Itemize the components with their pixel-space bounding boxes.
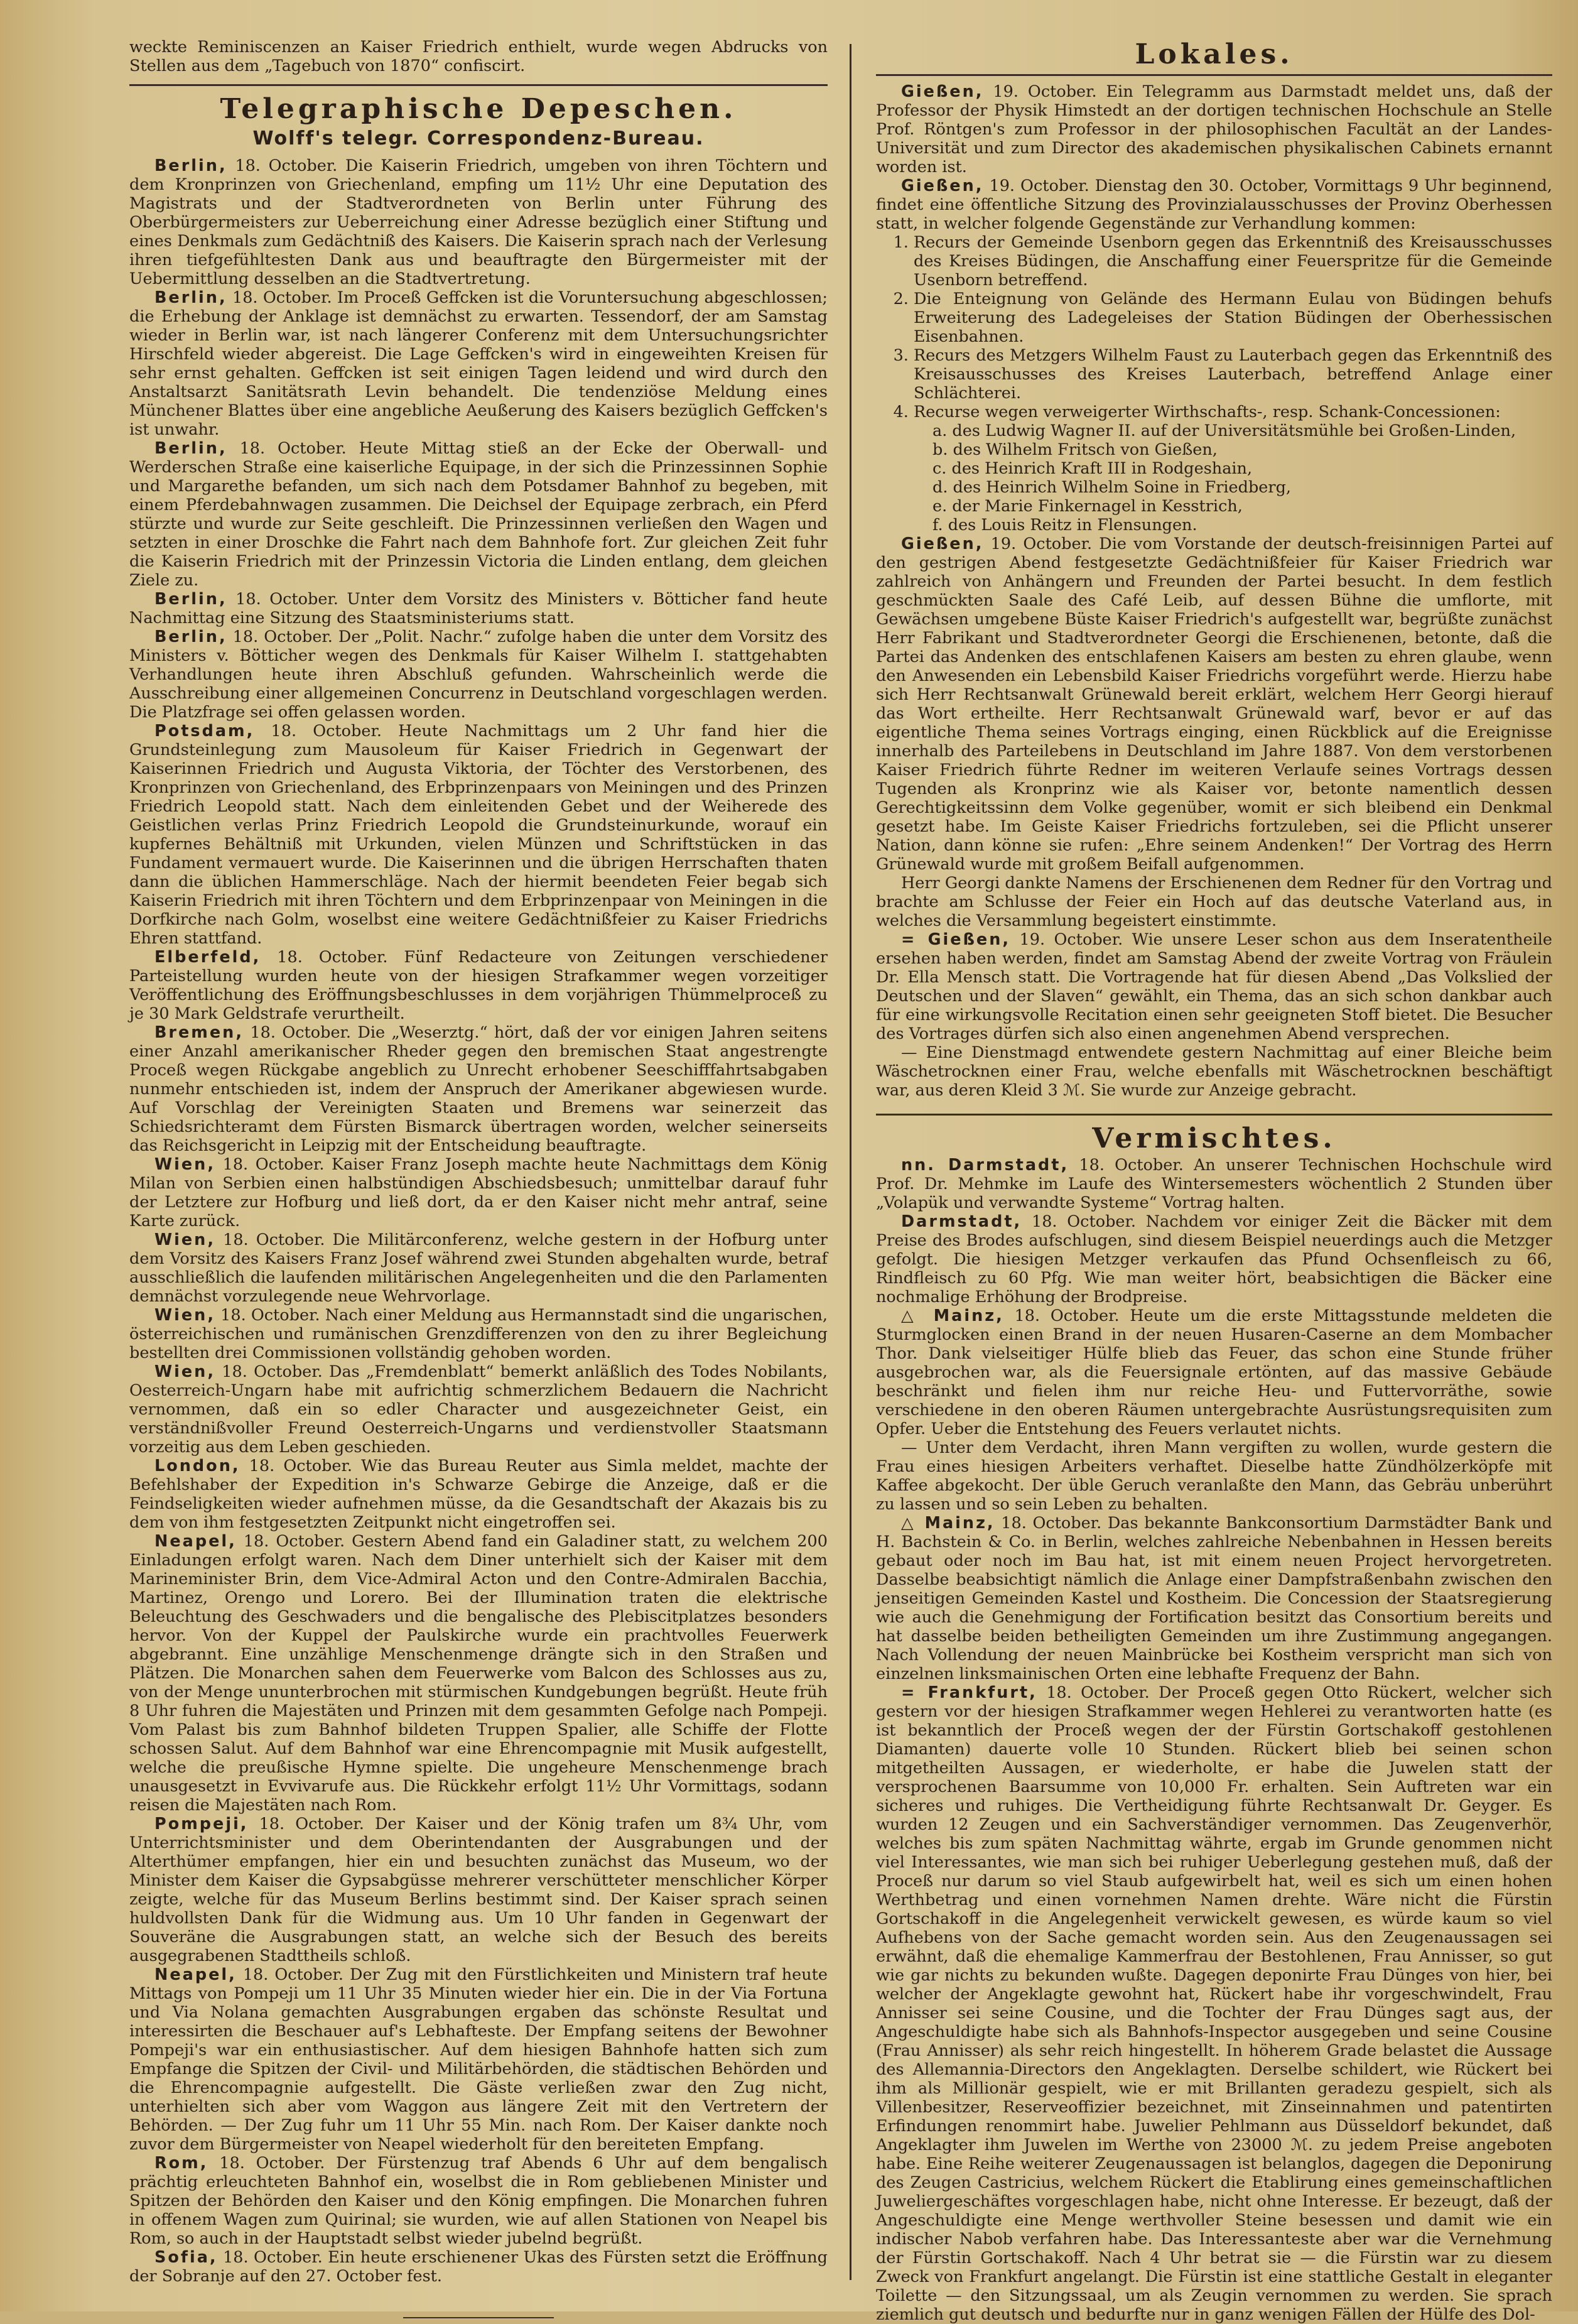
article-paragraph: [876, 1438, 1552, 1514]
article-text: 18. October. Kaiser Franz Joseph machte heute Nachmittags dem König Milan von Serbien einen halbstündigen Abschiedsbesuch; unmittelbar darauf fuhr der Letztere zur Hofburg und ließ dort, da er den Kaiser nicht mehr antraf, seine Karte zurück.: [129, 1155, 828, 1230]
dateline-place: Berlin,: [154, 288, 227, 307]
article-paragraph: [129, 288, 828, 439]
column-divider: [850, 44, 851, 2280]
article-paragraph: [876, 1043, 1552, 1100]
article-text: 18. October. Der Fürstenzug traf Abends 6 Uhr auf dem bengalisch prächtig erleuchteten Bahnhof ein, woselbst die in Rom gebliebenen Minister und Spitzen der Behörden den Kaiser und den König empfingen. Die Monarchen fuhren in offenem Wagen zum Quirinal; sie wurden, wie auf allen Stationen von Neapel bis Rom, so auch in der Hauptstadt selbst wieder jubelnd begrüßt.: [129, 2154, 828, 2248]
dateline-place: Gießen,: [901, 535, 984, 553]
agenda-sub-list: [876, 421, 1552, 535]
article-text: 18. October. Die „Weserztg.“ hört, daß der vor einigen Jahren seitens einer Anzahl amerikanischer Rheder gegen den bremischen Staat angestrengte Proceß wegen Rückgabe angeblich zu Unrecht erhobener Seeschifffahrtsabgaben nunmehr entschieden ist, indem der Anspruch der Amerikaner abgewiesen wurde. Auf Vorschlag der Vereinigten Staaten und Bremens war seinerzeit das Schiedsrichteramt dem Fürsten Bismarck übertragen worden, welcher seinerseits das Reichsgericht in Leipzig mit der Entscheidung beauftragte.: [129, 1023, 828, 1155]
article-paragraph: [876, 1156, 1552, 1212]
article-paragraph: [129, 590, 828, 627]
vermischtes-list: [876, 1156, 1552, 2324]
article-text: 18. October. Gestern Abend fand ein Galadiner statt, zu welchem 200 Einladungen erfolgt waren. Nach dem Diner unterhielt sich der Kaiser mit dem Marineminister Brin, dem Vice-Admiral Acton und den Contre-Admiralen Bacchia, Martinez, Orengo und Lorero. Bei der Illumination traten die elektrische Beleuchtung des Geschwaders und die bengalische des Plebiscitplatzes besonders hervor. Von der Kuppel der Paulskirche wurde ein prachtvolles Feuerwerk abgebrannt. Eine unzählige Menschenmenge drängte sich in den Straßen und Plätzen. Die Monarchen sahen dem Feuerwerke vom Balcon des Schlosses aus zu, von der Menge ununterbrochen mit stürmischen Kundgebungen begrüßt. Heute früh 8 Uhr fuhren die Majestäten und Prinzen mit dem gesammten Gefolge nach Pompeji. Vom Palast bis zum Bahnhof bildeten Truppen Spalier, alle Schiffe der Flotte schossen Salut. Auf dem Bahnhof war eine Ehrencompagnie mit Musik aufgestellt, welche die preußische Hymne spielte. Die ungeheure Menschenmenge brach unausgesetzt in Evvivarufe aus. Die Rückkehr erfolgt 11½ Uhr Vormittags, sodann reisen die Majestäten nach Rom.: [129, 1532, 828, 1815]
article-text: 18. October. Der „Polit. Nachr.“ zufolge haben die unter dem Vorsitz des Ministers v. Bötticher wegen des Denkmals für Kaiser Wilhelm I. stattgehabten Verhandlungen heute ihren Abschluß gefunden. Wahrscheinlich werde die Ausschreibung einer allgemeinen Concurrenz in Deutschland vorgeschlagen werden. Die Platzfrage sei offen gelassen worden.: [129, 627, 828, 722]
lokales-list: [876, 82, 1552, 233]
article-paragraph: [876, 176, 1552, 233]
dateline-place: Wien,: [154, 1306, 216, 1325]
section-subtitle-bureau: Wolff's telegr. Correspondenz-Bureau.: [252, 128, 705, 149]
dateline-place: Berlin,: [154, 439, 227, 458]
dateline-place: Wien,: [154, 1155, 216, 1174]
article-text: 18. October. Die Militärconferenz, welche gestern in der Hofburg unter dem Vorsitz des Kaisers Franz Josef während zwei Stunden abgehalten wurde, betraf ausschließlich die laufenden militärischen Angelegenheiten und die den Parlamenten demnächst vorzulegende neue Wehrvorlage.: [129, 1230, 828, 1306]
article-text: 18. October. Der Zug mit den Fürstlichkeiten und Ministern traf heute Mittags von Pompeji um 11 Uhr 35 Minuten wieder hier ein. Die in der Via Fortuna und Via Nolana gemachten Ausgrabungen ergaben das schönste Resultat und interessirten die Beschauer auf's Lebhafteste. Der Empfang seitens der Bewohner Pompeji's war ein enthusiastischer. Auf dem hiesigen Bahnhofe hatten sich zum Empfange die Spitzen der Civil- und Militärbehörden, die städtischen Behörden und die Ehrencompagnie aufgestellt. Die Gäste verließen zwar den Zug nicht, unterhielten sich aber vom Waggon aus längere Zeit mit den Vertretern der Behörden. — Der Zug fuhr um 11 Uhr 55 Min. nach Rom. Der Kaiser dankte noch zuvor dem Bürgermeister von Neapel wiederholt für den bereiteten Empfang.: [129, 1965, 828, 2154]
dateline-place: = Gießen,: [901, 930, 1011, 949]
article-text: 19. October. Ein Telegramm aus Darmstadt meldet uns, daß der Professor der Physik Himstedt an der dortigen technischen Hochschule an Stelle Prof. Röntgen's zum Professor in der philosophischen Facultät an der Landes-Universität und zum Director des akademischen physikalischen Cabinets ernannt worden ist.: [876, 82, 1552, 176]
article-text: 19. October. Wie unsere Leser schon aus dem Inseratentheile ersehen haben werden, findet am Samstag Abend der zweite Vortrag von Fräulein Dr. Ella Mensch statt. Die Vortragende hat für diesen Abend „Das Volkslied der Deutschen und der Slaven“ gewählt, ein Thema, das an sich schon dankbar auch für eine wirkungsvolle Recitation einen sehr geeigneten Stoff bietet. Die Besucher des Vortrages dürfen sich also einen angenehmen Abend versprechen.: [876, 930, 1553, 1043]
article-paragraph: [876, 82, 1552, 176]
dateline-place: Bremen,: [154, 1023, 244, 1042]
article-text: 18. October. Heute Nachmittags um 2 Uhr fand hier die Grundsteinlegung zum Mausoleum für Kaiser Friedrich in Gegenwart der Kaiserinnen Friedrich und Augusta Viktoria, der Töchter des Verstorbenen, des Kronprinzen von Griechenland, des Erbprinzenpaars von Meiningen und des Prinzen Friedrich Leopold statt. Nach dem einleitenden Gebet und der Weiherede des Geistlichen verlas Prinz Friedrich Leopold die Grundsteinurkunde, worauf ein kupfernes Behältniß mit Urkunden, vielen Münzen und Schriftstücken in das Fundament vermauert wurde. Die Kaiserinnen und die übrigen Herrschaften thaten dann die üblichen Hammerschläge. Nach der hiermit beendeten Feier begab sich Kaiserin Friedrich mit ihren Töchtern und dem Erbprinzenpaar von Meiningen in die Dorfkirche nach Golm, woselbst eine weitere Gedächtnißfeier zu Kaiser Friedrichs Ehren stattfand.: [129, 722, 828, 948]
dateline-place: Neapel,: [154, 1532, 237, 1551]
dateline-place: Sofia,: [154, 2248, 218, 2267]
agenda-item: 4. Recurse wegen verweigerter Wirthschafts-, resp. Schank-Concessionen:: [914, 403, 1552, 421]
agenda-sub-item: a. des Ludwig Wagner II. auf der Universitätsmühle bei Großen-Linden,: [932, 421, 1516, 440]
article-text: 18. October. Nachdem vor einiger Zeit die Bäcker mit dem Preise des Brodes aufschlugen, sind diesem Beispiel neuerdings auch die Metzger gefolgt. Die hiesigen Metzger verkaufen das Pfund Ochsenfleisch zu 66, Rindfleisch zu 60 Pfg. Wie man weiter hört, beabsichtigen die Bäcker eine nochmalige Erhöhung der Brodpreise.: [876, 1212, 1552, 1306]
article-text: 18. October. Heute um die erste Mittagsstunde meldeten die Sturmglocken einen Brand in der neuen Husaren-Caserne an dem Mombacher Thor. Dank vielseitiger Hülfe blieb das Feuer, das schon eine Stunde früher ausgebrochen war, als die Feuersignale ertönten, auf das massive Gebäude beschränkt und fielen ihm nur reiche Heu- und Futtervorräthe, sowie verschiedene in den oberen Räumen untergebrachte Ausrüstungsrequisiten zum Opfer. Ueber die Entstehung des Feuers verlautet nichts.: [876, 1306, 1553, 1438]
lokales-list-2: [876, 535, 1552, 1100]
article-text: 18. October. Im Proceß Geffcken ist die Voruntersuchung abgeschlossen; die Erhebung der Anklage ist demnächst zu erwarten. Tessendorf, der am Samstag wieder in Berlin war, ist nach längerer Conferenz mit dem Untersuchungsrichter Hirschfeld wieder abgereist. Die Lage Geffcken's wird in eingeweihten Kreisen für sehr ernst gehalten. Geffcken ist seit einigen Tagen leidend und wird durch den Anstaltsarzt Sanitätsrath Levin behandelt. Die tendenziöse Meldung eines Münchener Blattes über eine angebliche Aeußerung des Kaisers bezüglich Geffcken's ist unwahr.: [129, 288, 828, 439]
dateline-place: Pompeji,: [154, 1815, 249, 1833]
left-column: [129, 38, 828, 2318]
article-paragraph: [129, 2248, 828, 2286]
section-title-lokales: Lokales.: [1135, 38, 1294, 70]
dateline-place: Berlin,: [154, 156, 227, 175]
article-text: 18. October. Das bekannte Bankconsortium Darmstädter Bank und H. Bachstein & Co. in Berlin, welches zahlreiche Nebenbahnen in Hessen bereits gebaut oder noch im Bau hat, ist mit einem neuen Project hervorgetreten. Dasselbe beabsichtigt nämlich die Anlage einer Dampfstraßenbahn zwischen den jenseitigen Gemeinden Kastel und Kostheim. Die Concession der Staatsregierung wie auch die Genehmigung der Fortification besitzt das Consortium bereits und hat dasselbe beiden betheiligten Gemeinden um ihre Zustimmung angegangen. Nach Vollendung der neuen Mainbrücke bei Kostheim verspricht man sich von einzelnen linksmainischen Orten eine lebhafte Frequenz der Bahn.: [876, 1514, 1552, 1683]
article-text: Herr Georgi dankte Namens der Erschienenen dem Redner für den Vortrag und brachte am Schlusse der Feier ein Hoch auf das deutsche Vaterland aus, in welches die Versammlung begeistert einstimmte.: [876, 874, 1552, 930]
article-paragraph: [129, 948, 828, 1023]
article-paragraph: [129, 1457, 828, 1532]
section-title-telegraphs: Telegraphische Depeschen.: [220, 93, 737, 125]
article-text: 18. October. Ein heute erschienener Ukas des Fürsten setzt die Eröffnung der Sobranje auf den 27. October fest.: [129, 2248, 828, 2286]
article-paragraph: [129, 1532, 828, 1815]
article-paragraph: [876, 535, 1552, 874]
article-text: 18. October. Wie das Bureau Reuter aus Simla meldet, machte der Befehlshaber der Expedition in's Schwarze Gebirge die Anzeige, daß er die Feindseligkeiten wieder aufnehmen müsse, da die Gesandtschaft der Akazais bis zu dem von ihm festgesetzten Zeitpunkt nicht eingetroffen sei.: [129, 1457, 828, 1532]
article-text: 18. October. Nach einer Meldung aus Hermannstadt sind die ungarischen, österreichischen und rumänischen Grenzdifferenzen von den zu ihrer Begleichung bestellten drei Commissionen vollständig gehoben worden.: [129, 1306, 828, 1362]
article-paragraph: [129, 1362, 828, 1457]
right-column: [876, 38, 1552, 2324]
section-title-vermischtes: Vermischtes.: [1092, 1122, 1336, 1154]
end-rule: [403, 2317, 554, 2318]
dateline-place: △ Mainz,: [901, 1514, 995, 1533]
dateline-place: nn. Darmstadt,: [901, 1156, 1069, 1175]
section-divider: [876, 1114, 1552, 1116]
dateline-place: Berlin,: [154, 627, 227, 646]
agenda-sub-item: c. des Heinrich Kraft III in Rodgeshain,: [932, 459, 1253, 478]
dispatch-list: [129, 156, 828, 2286]
article-text: — Eine Dienstmagd entwendete gestern Nachmittag auf einer Bleiche beim Wäschetrocknen einer Frau, welche ebenfalls mit Wäschetrocknen beschäftigt war, aus deren Kleid 3 ℳ. Sie wurde zur Anzeige gebracht.: [876, 1043, 1552, 1100]
agenda-item: 2. Die Enteignung von Gelände des Hermann Eulau von Büdingen behufs Erweiterung des Ladegeleises der Station Büdingen der Oberhessischen Eisenbahnen.: [914, 290, 1552, 346]
article-text: 18. October. Die Kaiserin Friedrich, umgeben von ihren Töchtern und dem Kronprinzen von Griechenland, empfing um 11½ Uhr eine Deputation des Magistrats und der Stadtverordneten von Berlin unter Führung des Oberbürgermeisters zur Ueberreichung einer Adresse bezüglich einer Stiftung und eines Denkmals zum Gedächtniß des Kaisers. Die Kaiserin sprach nach der Verlesung ihren tiefgefühltesten Dank aus und beauftragte den Bürgermeister mit der Uebermittlung desselben an die Stadtvertretung.: [129, 156, 828, 288]
section-divider: [876, 74, 1552, 76]
dateline-place: △ Mainz,: [901, 1306, 1004, 1325]
article-text: 18. October. Unter dem Vorsitz des Ministers v. Bötticher fand heute Nachmittag eine Sitzung des Staatsministeriums statt.: [129, 590, 828, 627]
dateline-place: = Frankfurt,: [901, 1683, 1037, 1702]
article-paragraph: [129, 2154, 828, 2248]
agenda-list: [876, 233, 1552, 421]
article-paragraph: [129, 1230, 828, 1306]
article-text: 19. October. Dienstag den 30. October, Vormittags 9 Uhr beginnend, findet eine öffentliche Sitzung des Provinzialausschusses der Provinz Oberhessen statt, in welcher folgende Gegenstände zur Verhandlung kommen:: [876, 176, 1552, 233]
article-paragraph: [129, 722, 828, 948]
article-paragraph: [129, 1023, 828, 1155]
article-text: 18. October. Fünf Redacteure von Zeitungen verschiedener Parteistellung wurden heute von der hiesigen Strafkammer wegen vorzeitiger Veröffentlichung des Eröffnungsbeschlusses in dem vorjährigen Thümmelproceß zu je 30 Mark Geldstrafe verurtheilt.: [129, 948, 828, 1023]
dateline-place: Elberfeld,: [154, 948, 261, 967]
dateline-place: London,: [154, 1457, 240, 1475]
article-text: — Unter dem Verdacht, ihren Mann vergiften zu wollen, wurde gestern die Frau eines hiesigen Arbeiters verhaftet. Dieselbe hatte Zündhölzerköpfe mit Kaffee abgekocht. Der üble Geruch veranlaßte den Mann, das Gebräu unberührt zu lassen und so sein Leben zu behalten.: [876, 1438, 1552, 1514]
dateline-place: Potsdam,: [154, 722, 255, 741]
dateline-place: Gießen,: [901, 176, 984, 195]
agenda-item: 1. Recurs der Gemeinde Usenborn gegen das Erkenntniß des Kreisausschusses des Kreises Büdingen, die Anschaffung einer Feuerspritze für die Gemeinde Usenborn betreffend.: [914, 233, 1552, 290]
article-paragraph: [129, 1155, 828, 1230]
agenda-sub-item: e. der Marie Finkernagel in Kesstrich,: [932, 497, 1243, 516]
article-paragraph: [129, 1306, 828, 1362]
agenda-sub-item: b. des Wilhelm Fritsch von Gießen,: [932, 440, 1218, 459]
article-paragraph: [129, 627, 828, 722]
article-text: 18. October. Heute Mittag stieß an der Ecke der Oberwall- und Werderschen Straße eine kaiserliche Equipage, in der sich die Prinzessinnen Sophie und Margarethe befanden, um sich nach dem Potsdamer Bahnhof zu begeben, mit einem Pferdebahnwagen zusammen. Die Deichsel der Equipage zerbrach, ein Pferd stürzte und wurde zur Seite geschleift. Die Prinzessinnen verließen den Wagen und setzten in einer Droschke die Fahrt nach dem Bahnhofe fort. Zur gleichen Zeit fuhr die Kaiserin Friedrich mit der Prinzessin Victoria die Linden entlang, dem gleichen Ziele zu.: [129, 439, 828, 590]
dateline-place: Darmstadt,: [901, 1212, 1022, 1231]
agenda-item: 3. Recurs des Metzgers Wilhelm Faust zu Lauterbach gegen das Erkenntniß des Kreisausschusses des Kreises Lauterbach, betreffend Anlage einer Schlächterei.: [914, 346, 1552, 403]
dateline-place: Berlin,: [154, 590, 227, 609]
article-paragraph: [876, 874, 1552, 930]
dateline-place: Wien,: [154, 1362, 216, 1381]
article-paragraph: [876, 930, 1552, 1043]
article-paragraph: [129, 1815, 828, 1965]
article-text: 18. October. Das „Fremdenblatt“ bemerkt anläßlich des Todes Nobilants, Oesterreich-Ungarn habe mit aufrichtig schmerzlichem Bedauern die Nachricht vernommen, daß ein so edler Character und ausgezeichneter Geist, ein verständnißvoller Freund Oesterreich-Ungarns und verdienstvoller Staatsmann vorzeitig aus dem Leben geschieden.: [129, 1362, 828, 1457]
article-text: 18. October. Der Proceß gegen Otto Rückert, welcher sich gestern vor der hiesigen Strafkammer wegen Hehlerei zu verantworten hatte (es ist bekanntlich der Proceß wegen der der Fürstin Gortschakoff gestohlenen Diamanten) dauerte volle 10 Stunden. Rückert blieb bei seinen schon mitgetheilten Aussagen, er wiederholte, er habe die Juwelen statt der versprochenen Baarsumme von 10,000 Fr. erhalten. Sein Auftreten war ein sicheres und ruhiges. Die Vertheidigung führte Rechtsanwalt Dr. Geyger. Es wurden 12 Zeugen und ein Sachverständiger vernommen. Das Zeugenverhör, welches bis zum späten Nachmittag währte, ergab im Grunde genommen nicht viel Interessantes, wie man sich bei ruhiger Ueberlegung gestehen muß, daß der Proceß nur darum so viel Staub aufgewirbelt hat, weil es sich um einen hohen Werthbetrag und einen vornehmen Namen drehte. Wäre nicht die Fürstin Gortschakoff in die Angelegenheit verwickelt gewesen, es würde kaum so viel Aufhebens von der Sache gemacht worden sein. Aus den Zeugenaussagen sei erwähnt, daß die ehemalige Kammerfrau der Bestohlenen, Frau Annisser, so gut wie gar nichts zu bekunden wußte. Dagegen deponirte Frau Dünges von hier, bei welcher der Angeklagte gewohnt hat, Rückert habe ihr vorgeschwindelt, Frau Annisser sei seine Cousine, und die Tochter der Frau Dünges sagt aus, der Angeschuldigte habe sich als Bahnhofs-Inspector ausgegeben und seine Cousine (Frau Annisser) als sehr reich hingestellt. In höherem Grade belastet die Aussage des Allemannia-Directors den Angeklagten. Derselbe schildert, wie Rückert bei ihm als Millionär gespielt, wie er mit Brillanten geradezu gespielt, sich als Villenbesitzer, Reserveoffizier bezeichnet, mit Zinseinnahmen und patentirten Erfindungen renommirt habe. Juwelier Pehlmann aus Düsseldorf bekundet, daß Angeklagter ihm Juwelen im Werthe von 23000 ℳ. zu jedem Preise angeboten habe. Eine Reihe weiterer Zeugenaussagen ist belanglos, dagegen die Deponirung des Zeugen Castricius, welchem Rückert die Etablirung eines gemeinschaftlichen Juweliergeschäftes vorgeschlagen habe, nicht ohne Interesse. Er bezeugt, daß der Angeschuldigte eine Menge werthvoller Steine besessen und damit wie ein indischer Nabob verfahren habe. Das Interessanteste aber war die Vernehmung der Fürstin Gortschakoff. Nach 4 Uhr betrat sie — die Fürstin war zu diesem Zweck von Frankfurt angelangt. Die Fürstin ist eine stattliche Gestalt in eleganter Toilette — den Sitzungssaal, um als Zeugin vernommen zu werden. Sie sprach ziemlich gut deutsch und bedurfte nur in ganz wenigen Fällen der Hülfe des Dol-: [876, 1683, 1552, 2324]
article-paragraph: [129, 439, 828, 590]
article-paragraph: [876, 1212, 1552, 1306]
agenda-sub-item: f. des Louis Reitz in Flensungen.: [932, 516, 1197, 535]
section-divider: [129, 84, 828, 86]
dateline-place: Rom,: [154, 2154, 208, 2173]
agenda-sub-item: d. des Heinrich Wilhelm Soine in Friedberg,: [932, 478, 1291, 497]
dateline-place: Gießen,: [901, 82, 984, 101]
article-text: 18. October. An unserer Technischen Hochschule wird Prof. Dr. Mehmke im Laufe des Wintersemesters wöchentlich 2 Stunden über „Volapük und verwandte Systeme“ Vortrag halten.: [876, 1156, 1552, 1212]
dateline-place: Neapel,: [154, 1965, 237, 1984]
article-paragraph: [876, 1514, 1552, 1683]
article-text: 18. October. Der Kaiser und der König trafen um 8¾ Uhr, vom Unterrichtsminister und dem Oberintendanten der Ausgrabungen und der Alterthümer empfangen, hier ein und besuchten zunächst das Museum, wo der Minister dem Kaiser die Gypsabgüsse mehrerer verschütteter menschlicher Körper zeigte, welche für das Museum Berlins bestimmt sind. Der Kaiser sprach seinen huldvollsten Dank für die Widmung aus. Um 10 Uhr fanden in Gegenwart der Souveräne die Ausgrabungen statt, an welche sich der Besuch des bereits ausgegrabenen Stadttheils schloß.: [129, 1815, 828, 1965]
article-paragraph: [129, 1965, 828, 2154]
article-paragraph: [129, 156, 828, 288]
article-paragraph: [876, 1683, 1552, 2324]
dateline-place: Wien,: [154, 1230, 216, 1249]
article-paragraph: [876, 1306, 1552, 1438]
intro-paragraph: weckte Reminiscenzen an Kaiser Friedrich enthielt, wurde wegen Abdrucks von Stellen aus dem „Tagebuch von 1870“ confiscirt.: [129, 38, 828, 75]
article-text: 19. October. Die vom Vorstande der deutsch-freisinnigen Partei auf den gestrigen Abend festgesetzte Gedächtnißfeier für Kaiser Friedrich war zahlreich von Anhängern und Freunden der Partei besucht. In dem festlich geschmückten Saale des Café Leib, auf dessen Bühne die umflorte, mit Gewächsen umgebene Büste Kaiser Friedrich's aufgestellt war, begrüßte zunächst Herr Fabrikant und Stadtverordneter Georgi die Erschienenen, betonte, daß die Partei das Andenken des entschlafenen Kaisers am besten zu ehren glaube, wenn den Anwesenden ein Lebensbild Kaiser Friedrichs vorgeführt werde. Hierzu habe sich Herr Rechtsanwalt Grünewald bereit erklärt, welchem Herr Georgi hierauf das Wort ertheilte. Herr Rechtsanwalt Grünewald warf, bevor er auf das eigentliche Thema seines Vortrags einging, einen Rückblick auf die Ereignisse innerhalb des Parteilebens in Deutschland im Jahre 1887. Von dem verstorbenen Kaiser Friedrich führte Redner im weiteren Verlaufe seines Vortrags dessen Tugenden als Kronprinz wie als Kaiser vor, betonte namentlich dessen Gerechtigkeitssinn dem Volke gegenüber, womit er sich bleibend ein Denkmal gesetzt habe. Im Geiste Kaiser Friedrichs fortzuleben, sei die Pflicht unserer Nation, dann könne sie rufen: „Ehre seinem Andenken!“ Der Vortrag des Herrn Grünewald wurde mit großem Beifall aufgenommen.: [876, 535, 1552, 874]
